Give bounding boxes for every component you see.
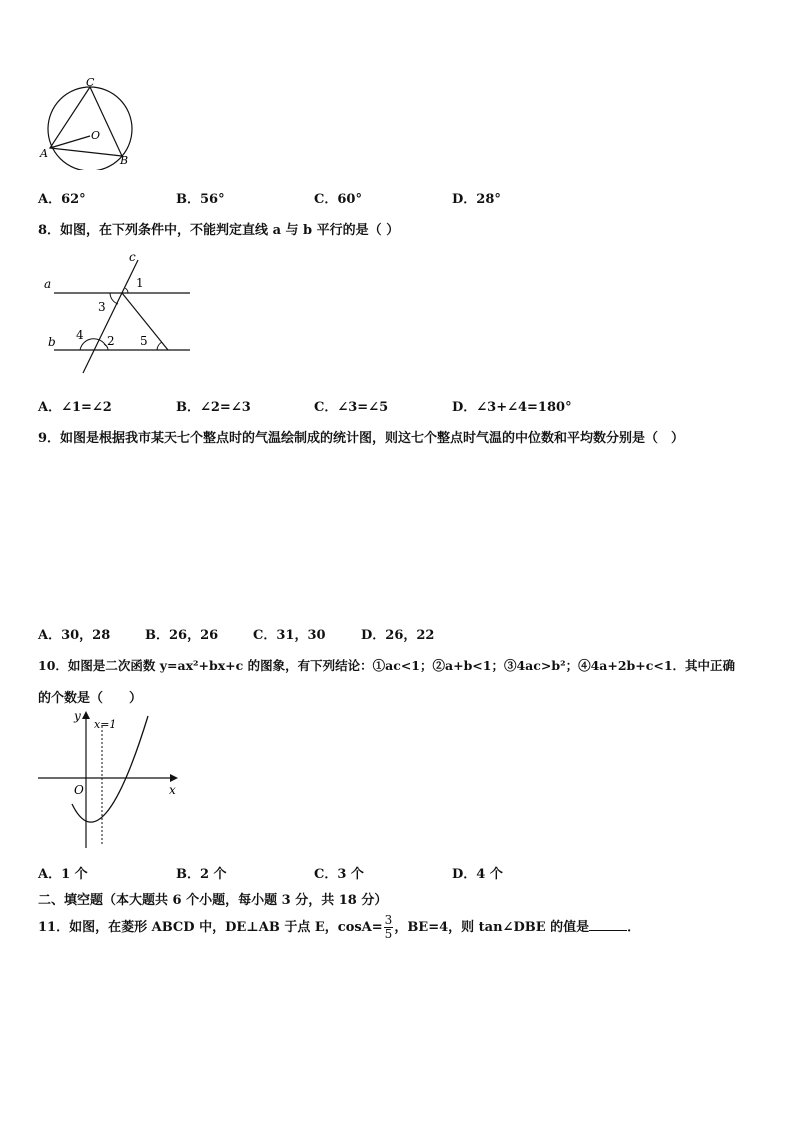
parabola-curve: [72, 716, 148, 822]
q10-option-c[interactable]: C．3 个: [314, 867, 364, 882]
inscribed-triangle: [50, 87, 122, 156]
q9-option-c[interactable]: C．31，30: [253, 628, 326, 643]
y-axis-arrow: [82, 711, 90, 719]
parallel-lines-figure: [38, 248, 198, 378]
angle-arc-5: [157, 342, 162, 350]
label-origin: O: [74, 783, 84, 797]
q9-stem: 9．如图是根据我市某天七个整点时的气温绘制成的统计图，则这七个整点时气温的中位数和平均数分别是（ ）: [38, 431, 685, 446]
answer-blank[interactable]: [589, 919, 627, 931]
q11-stem: [38, 912, 640, 944]
label-4: 4: [76, 328, 84, 342]
q8-option-d[interactable]: D．∠3+∠4=180°: [452, 400, 572, 415]
section-2-heading: 二、填空题（本大题共 6 个小题，每小题 3 分，共 18 分）: [38, 893, 388, 908]
q11-text-part2: ，BE=4，则 tan∠DBE 的值是: [394, 920, 590, 935]
fraction-numerator: 3: [384, 913, 393, 927]
angle-arc-4: [80, 339, 106, 350]
label-O: O: [91, 129, 101, 142]
q9-option-a[interactable]: A．30，28: [38, 628, 111, 643]
label-1: 1: [136, 276, 144, 290]
q10-stem-line1: 10．如图是二次函数 y=ax²+bx+c 的图象，有下列结论：①ac<1；②a+b<1；③4ac>b²；④4a+2b+c<1．其中正确: [38, 658, 736, 673]
label-c: c: [129, 250, 136, 264]
label-x: x: [169, 783, 176, 797]
q10-option-d[interactable]: D．4 个: [452, 867, 503, 882]
q10-option-a[interactable]: A．1 个: [38, 867, 88, 882]
q8-option-a[interactable]: A．∠1=∠2: [38, 400, 112, 415]
label-3: 3: [98, 300, 106, 314]
q11-text-part3: ．: [627, 920, 641, 935]
q11-text-part1: 11．如图，在菱形 ABCD 中，DE⊥AB 于点 E，cosA=: [38, 920, 383, 935]
circle-triangle-figure: [38, 78, 142, 170]
q8-option-c[interactable]: C．∠3=∠5: [314, 400, 389, 415]
label-C: C: [86, 78, 95, 89]
label-A: A: [40, 147, 48, 160]
q9-option-b[interactable]: B．26，26: [145, 628, 219, 643]
label-5: 5: [140, 334, 148, 348]
fraction-denominator: 5: [384, 927, 393, 941]
x-axis-arrow: [170, 774, 178, 782]
q7-option-b[interactable]: B．56°: [176, 192, 225, 207]
parabola-figure: [36, 706, 186, 852]
label-y: y: [74, 709, 81, 723]
label-a: a: [44, 277, 52, 291]
label-B: B: [120, 154, 129, 167]
q9-option-d[interactable]: D．26，22: [361, 628, 435, 643]
cos-fraction: [384, 914, 394, 941]
q8-option-b[interactable]: B．∠2=∠3: [176, 400, 251, 415]
label-axis-x1: x=1: [94, 718, 117, 731]
q8-stem: 8．如图，在下列条件中，不能判定直线 a 与 b 平行的是（ ）: [38, 223, 400, 238]
label-b: b: [48, 335, 56, 349]
label-2: 2: [107, 334, 115, 348]
q7-option-d[interactable]: D．28°: [452, 192, 501, 207]
q7-option-a[interactable]: A．62°: [38, 192, 86, 207]
line-c: [83, 260, 138, 373]
angle-arc-1: [125, 288, 128, 293]
q10-stem-line2: 的个数是（ ）: [38, 691, 143, 706]
q7-option-c[interactable]: C．60°: [314, 192, 362, 207]
q10-option-b[interactable]: B．2 个: [176, 867, 227, 882]
